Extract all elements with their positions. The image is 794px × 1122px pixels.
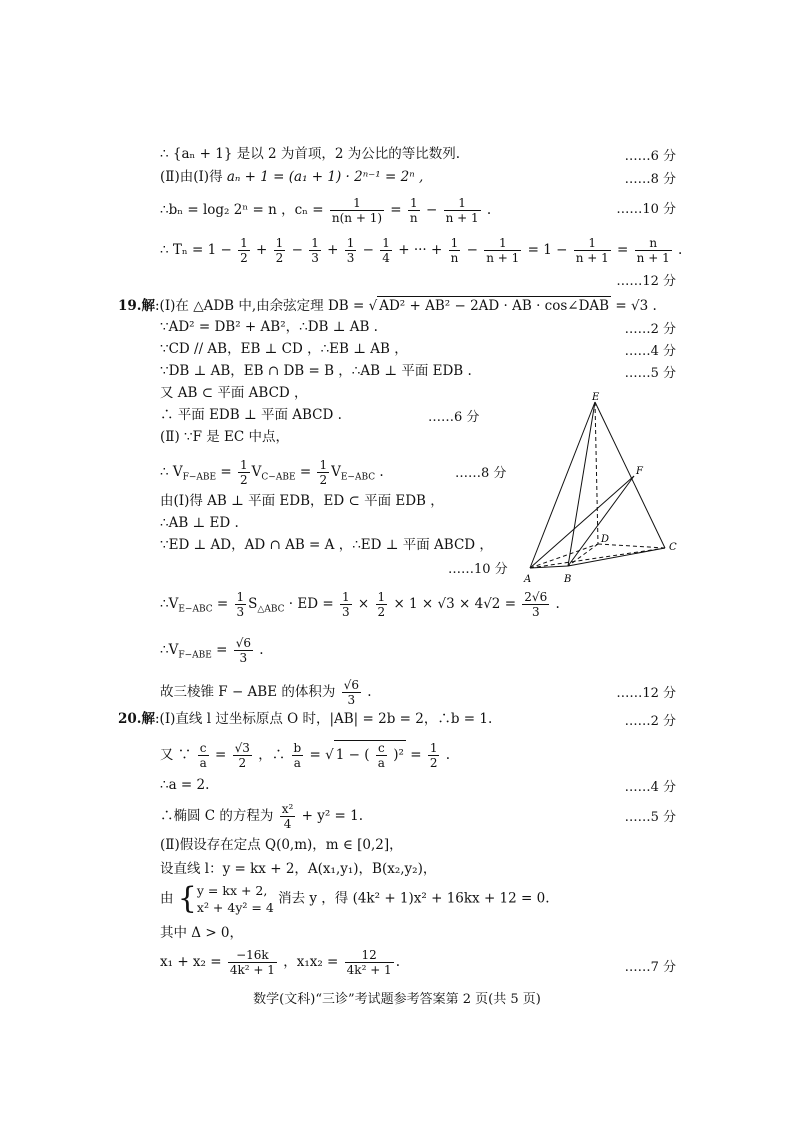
question-number: 19.解 [118, 298, 155, 314]
q19-line-7: (Ⅱ) ∵F 是 EC 中点， [160, 429, 290, 445]
fraction: $\frac{1}{2}$ [240, 458, 248, 487]
q19-line-1: 19.解:(Ⅰ)在 △ADB 中,由余弦定理 DB = √ AD² + AB² − 2AD · AB · cos∠DAB = √3 . [118, 298, 657, 314]
q19-line-13: $\therefore V_{F-ABE}$ = $\frac{√6}{3}$ . [160, 636, 264, 665]
score-5: ……5 分 [624, 366, 676, 381]
score-4: ……4 分 [624, 344, 676, 359]
q20-line-7: 由 { y = kx + 2, x² + 4y² = 4 消去 y ，得 (4k² + 1)x² + 16kx + 12 = 0. [160, 881, 550, 916]
score-12: ……12 分 [616, 686, 676, 701]
line-geometric-sequence: ∴ {aₙ + 1} 是以 2 为首项，2 为公比的等比数列. [160, 146, 461, 162]
formula: aₙ + 1 = (a₁ + 1) · 2ⁿ⁻¹ = 2ⁿ , [226, 169, 424, 185]
q19-line-5: 又 AB ⊂ 平面 ABCD ， [160, 385, 308, 401]
edge-EB [568, 402, 595, 566]
score-12: ……12 分 [616, 274, 676, 289]
q20-line-8: 其中 Δ > 0， [160, 925, 244, 941]
edge-DB [568, 544, 598, 566]
edge-EC [595, 402, 665, 548]
q19-line-2: ∵AD² = DB² + AB²，∴DB ⊥ AB . [160, 319, 378, 335]
edge-AF [530, 476, 634, 568]
fraction: $\frac{1}{n}$ [409, 196, 418, 225]
fraction: $\frac{b}{a}$ [293, 741, 302, 770]
score-10: ……10 分 [448, 562, 508, 577]
edge-AC [530, 548, 665, 568]
edge-BF [568, 476, 634, 566]
edge-AB [530, 566, 568, 568]
q20-line-9: x₁ + x₂ = $\frac{-16k}{\text{4k² + 1}}$ ，x₁x₂ = $\frac{12}{\text{4k² + 1}}$ . [160, 948, 400, 977]
fraction: $\frac{12}{\text{4k² + 1}}$ [346, 948, 392, 977]
label-D: D [601, 534, 610, 545]
fraction: $\frac{1}{3}$ [346, 236, 355, 265]
fraction: $\frac{1}{4}$ [382, 236, 390, 265]
question-number: 20.解 [118, 711, 155, 727]
label-A: A [524, 574, 532, 585]
fraction: $\frac{1}{3}$ [236, 590, 245, 619]
fraction: $\frac{√3}{2}$ [234, 741, 250, 770]
score-10: ……10 分 [616, 202, 676, 217]
score-6: ……6 分 [428, 410, 480, 425]
fraction: $\frac{-16k}{\text{4k² + 1}}$ [229, 948, 275, 977]
fraction: $\frac{√6}{3}$ [235, 636, 251, 665]
score-2: ……2 分 [624, 322, 676, 337]
line-bn-cn: ∴bₙ = log₂ 2ⁿ = n ，cₙ = $\frac{1}{n(n + 1)}$ = $\frac{1}{n}$ − $\frac{1}{n + 1}$ . [160, 196, 492, 225]
q19-line-9: 由(Ⅰ)得 AB ⊥ 平面 EDB，ED ⊂ 平面 EDB ， [160, 493, 444, 509]
q19-line-4: ∵DB ⊥ AB，EB ∩ DB = B ，∴AB ⊥ 平面 EDB . [160, 363, 472, 379]
q20-line-1: 20.解:(Ⅰ)直线 l 过坐标原点 O 时，|AB| = 2b = 2，∴b = 1. [118, 711, 493, 727]
fraction: $\frac{1}{n + 1}$ [486, 236, 520, 265]
label-E: E [592, 392, 600, 403]
edge-BC [568, 548, 665, 566]
q19-line-14: 故三棱锥 F − ABE 的体积为 $\frac{√6}{3}$ . [160, 678, 372, 707]
q19-line-10: ∴AB ⊥ ED . [160, 515, 239, 531]
q20-line-5: (Ⅱ)假设存在定点 Q(0,m)，m ∈ [0,2]， [160, 837, 403, 853]
q20-line-4: ∴椭圆 C 的方程为 $\frac{\text{x²}}{4}$ + y² = 1. [160, 802, 364, 831]
line-part2-an [160, 168, 423, 186]
fraction: $\frac{1}{2}$ [377, 590, 386, 619]
fraction: $\frac{n}{n + 1}$ [636, 236, 670, 265]
fraction: $\frac{1}{n + 1}$ [575, 236, 609, 265]
fraction: $\frac{2√6}{3}$ [524, 590, 548, 619]
page-footer: 数学(文科)“三诊”考试题参考答案第 2 页(共 5 页) [253, 992, 541, 1007]
brace: { [177, 881, 197, 916]
score-8: ……8 分 [455, 466, 507, 481]
label-F: F [636, 466, 643, 477]
fraction: $\frac{1}{3}$ [341, 590, 350, 619]
score-4: ……4 分 [624, 780, 676, 795]
q19-line-11: ∵ED ⊥ AD，AD ∩ AB = A ，∴ED ⊥ 平面 ABCD ， [160, 537, 493, 553]
edge-ED [595, 402, 598, 544]
fraction: $\frac{1}{n(n + 1)}$ [331, 196, 383, 225]
text: ∴ Tₙ = 1 − [160, 242, 232, 258]
q20-line-2: 又 ∵ $\frac{c}{a}$ = $\frac{√3}{2}$ ，∴ $\frac{b}{a}$ = √ 1 − ( $\frac{c}{a}$ )² = $\frac{1}{2}$ . [160, 741, 451, 770]
score-5: ……5 分 [624, 810, 676, 825]
score-2: ……2 分 [624, 714, 676, 729]
fraction: $\frac{1}{n + 1}$ [445, 196, 479, 225]
edge-AD [530, 544, 598, 568]
label-C: C [669, 542, 677, 553]
q19-line-12: $\therefore V_{E-ABC}$ = $\frac{1}{3}$ $S_{\triangle ABC}$ · ED = $\frac{1}{3}$ × $\frac{1}{2}$ × 1 × √3 × 4√2 = $\frac{2√6}{3}$ . [160, 590, 560, 619]
label-B: B [564, 574, 572, 585]
fraction: $\frac{1}{2}$ [429, 741, 438, 770]
text: (Ⅱ)由(Ⅰ)得 [160, 169, 227, 185]
q20-line-3: ∴a = 2. [160, 777, 210, 793]
q20-line-6: 设直线 l：y = kx + 2，A(x₁,y₁)，B(x₂,y₂)， [160, 861, 437, 877]
score-8: ……8 分 [624, 172, 676, 187]
q19-line-3: ∵CD // AB，EB ⊥ CD ，∴EB ⊥ AB ， [160, 341, 408, 357]
radical: AD² + AB² − 2AD · AB · cos∠DAB [379, 298, 610, 314]
q19-line-6: ∴ 平面 EDB ⊥ 平面 ABCD . [160, 407, 342, 423]
equation-system: y = kx + 2, x² + 4y² = 4 [196, 883, 274, 915]
fraction: $\frac{1}{n}$ [450, 236, 459, 265]
pyramid-figure [520, 388, 690, 588]
fraction: $\frac{1}{2}$ [240, 236, 248, 265]
text: ∴bₙ = log₂ 2ⁿ = n ，cₙ = [160, 202, 324, 218]
fraction: $\frac{1}{3}$ [311, 236, 319, 265]
fraction: $\frac{1}{2}$ [319, 458, 328, 487]
q19-line-8: ∴ $V_{F-ABE}$ = $\frac{1}{2}$ $V_{C-ABE}$ = $\frac{1}{2}$ $V_{E-ABC}$ . [160, 458, 384, 487]
fraction: $\frac{1}{2}$ [275, 236, 284, 265]
fraction: $\frac{\text{x²}}{4}$ [281, 802, 294, 831]
score-6: ……6 分 [624, 149, 676, 164]
score-7: ……7 分 [624, 960, 676, 975]
fraction: $\frac{c}{a}$ [199, 741, 207, 770]
line-Tn: ∴ Tₙ = 1 − $\frac{1}{2}$ + $\frac{1}{2}$ − $\frac{1}{3}$ + $\frac{1}{3}$ − $\frac{1}{4}$ + ··· + $\frac{1}{n}$ − $\frac{1}{n + 1}$ = 1 − $\frac{1}{n + 1}$ = $\frac{n}{n + 1}$ . [160, 236, 683, 265]
radical: 1 − ( $\frac{c}{a}$ )² [335, 741, 404, 770]
fraction: $\frac{√6}{3}$ [343, 678, 359, 707]
